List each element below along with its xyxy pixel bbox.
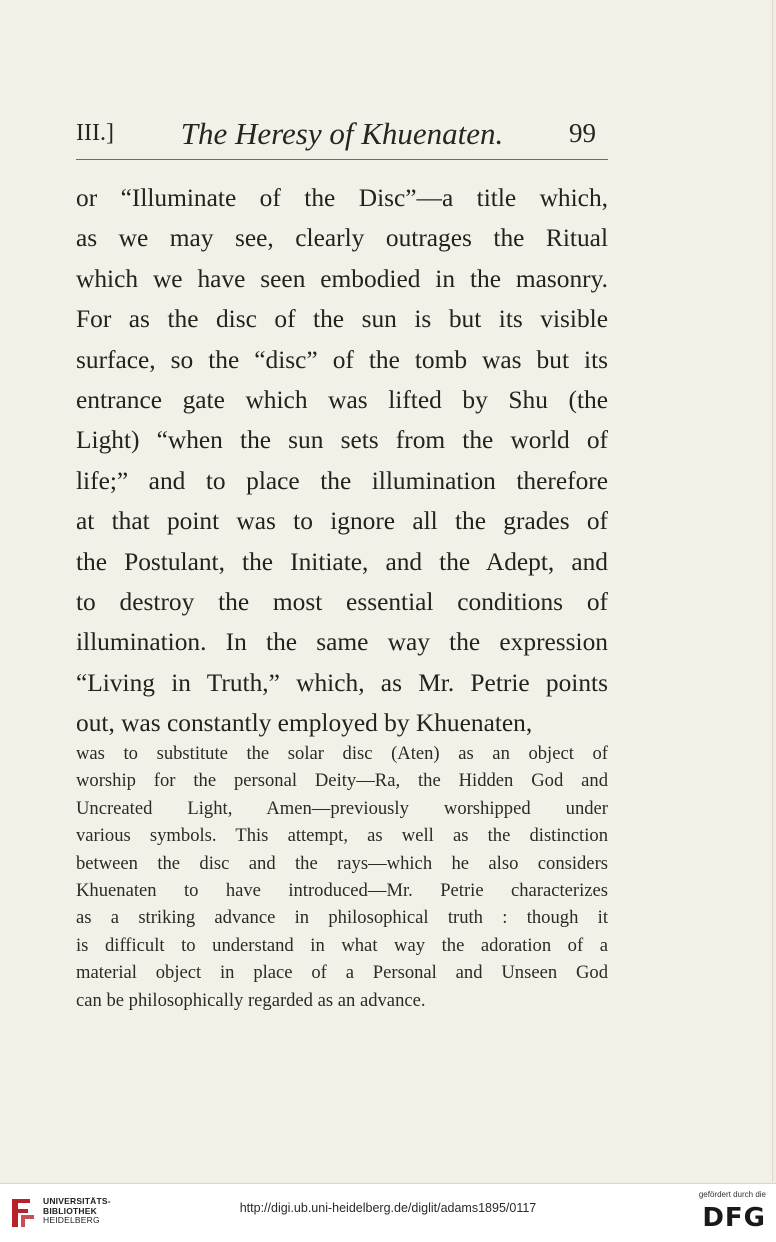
- footnote-line: Khuenaten to have introduced—Mr. Petrie characterizes: [76, 879, 608, 901]
- body-line: which we have seen embodied in the masonry.: [76, 264, 608, 293]
- footnote-line: can be philosophically regarded as an advance.: [76, 989, 426, 1011]
- footnote-line: worship for the personal Deity—Ra, the Hidden God and: [76, 770, 608, 792]
- footnote: [76, 740, 608, 1014]
- running-title: The Heresy of Khuenaten.: [180, 116, 504, 151]
- footnote-line: was to substitute the solar disc (Aten) as an object of: [76, 743, 608, 764]
- body-line: Light) “when the sun sets from the world of: [76, 426, 608, 455]
- viewer-footer: [0, 1183, 776, 1242]
- page-number: 99: [569, 118, 596, 148]
- body-line: as we may see, clearly outrages the Ritual: [76, 224, 608, 253]
- body-text: [76, 178, 608, 743]
- footnote-line: between the disc and the rays—which he also considers: [76, 852, 608, 874]
- body-line: illumination. In the same way the expression: [76, 628, 608, 657]
- footnote-line: is difficult to understand in what way the adoration of a: [76, 934, 608, 956]
- permalink-url[interactable]: http://digi.ub.uni-heidelberg.de/diglit/adams1895/0117: [239, 1201, 537, 1215]
- library-name-line: HEIDELBERG: [43, 1215, 100, 1225]
- footnote-line: material object in place of a Personal and Unseen God: [76, 962, 608, 984]
- body-line: at that point was to ignore all the grades of: [76, 507, 608, 536]
- footnote-line: as a striking advance in philosophical truth : though it: [76, 907, 608, 929]
- dfg-logo: DFG: [702, 1203, 766, 1233]
- body-line: or “Illuminate of the Disc”—a title which,: [76, 184, 608, 212]
- body-line: For as the disc of the sun is but its visible: [76, 305, 608, 334]
- funding-credit[interactable]: [686, 1190, 766, 1236]
- body-line: entrance gate which was lifted by Shu (the: [76, 385, 608, 414]
- body-line: the Postulant, the Initiate, and the Adept, and: [76, 547, 608, 576]
- body-line: life;” and to place the illumination therefore: [76, 466, 608, 495]
- header-rule: [76, 159, 608, 160]
- body-line: to destroy the most essential conditions of: [76, 587, 608, 616]
- funding-caption: gefördert durch die: [698, 1190, 766, 1199]
- footnote-line: various symbols. This attempt, as well as the distinction: [76, 825, 608, 847]
- body-line: surface, so the “disc” of the tomb was but its: [76, 345, 608, 374]
- body-line: out, was constantly employed by Khuenaten,: [76, 709, 533, 738]
- body-line: “Living in Truth,” which, as Mr. Petrie points: [76, 668, 608, 697]
- chapter-marker: III.]: [76, 120, 114, 146]
- footnote-line: Uncreated Light, Amen—previously worshipped under: [76, 797, 608, 819]
- running-header: [76, 116, 608, 154]
- library-name-line: UNIVERSITÄTS-: [43, 1196, 111, 1206]
- library-name-line: BIBLIOTHEK: [43, 1205, 97, 1216]
